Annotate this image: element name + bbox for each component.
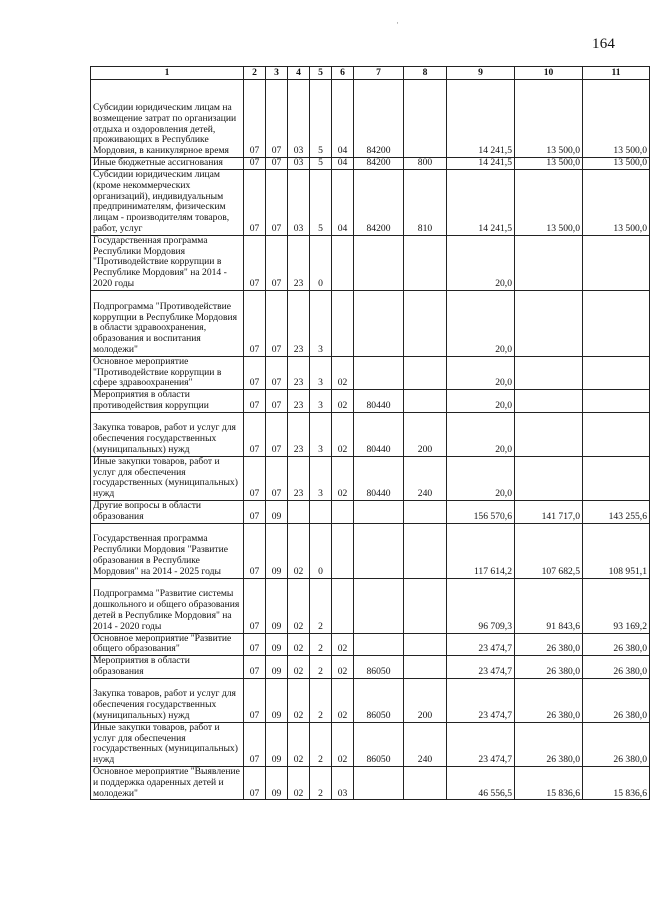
column-header-6: 6 <box>332 67 354 80</box>
column-header-10: 10 <box>515 67 583 80</box>
cell-col-10: 13 500,0 <box>515 80 583 158</box>
cell-col-9: 46 556,5 <box>447 766 515 799</box>
column-header-11: 11 <box>583 67 650 80</box>
cell-col-4: 02 <box>288 678 310 722</box>
cell-col-10 <box>515 356 583 389</box>
cell-col-3: 09 <box>266 678 288 722</box>
row-name-cell: Иные бюджетные ассигнования <box>91 158 244 170</box>
table-row <box>91 500 650 523</box>
cell-col-7: 84200 <box>354 169 404 235</box>
cell-col-9: 20,0 <box>447 412 515 456</box>
cell-col-6 <box>332 290 354 356</box>
cell-col-11: 26 380,0 <box>583 633 650 656</box>
cell-col-8 <box>404 578 447 633</box>
cell-col-3: 09 <box>266 722 288 766</box>
row-name-cell: Мероприятия в области противодействия коррупции <box>91 390 244 413</box>
cell-col-8 <box>404 766 447 799</box>
cell-col-10: 26 380,0 <box>515 656 583 679</box>
cell-col-2: 07 <box>244 722 266 766</box>
cell-col-2: 07 <box>244 633 266 656</box>
cell-col-11: 108 951,1 <box>583 523 650 578</box>
cell-col-11: 93 169,2 <box>583 578 650 633</box>
cell-col-8 <box>404 290 447 356</box>
row-name-cell: Подпрограмма "Противодействие коррупции в Республике Мордовия в области здравоохранения, образования и воспитания молодежи" <box>91 290 244 356</box>
row-name-cell: Субсидии юридическим лицам на возмещение затрат по организации отдыха и оздоровления детей, проживающих в Республике Мордовия, в каникулярное время <box>91 80 244 158</box>
row-name-cell: Подпрограмма "Развитие системы дошкольного и общего образования детей в Республике Мордовия" на 2014 - 2020 годы <box>91 578 244 633</box>
column-header-9: 9 <box>447 67 515 80</box>
cell-col-9: 20,0 <box>447 235 515 290</box>
cell-col-10: 13 500,0 <box>515 158 583 170</box>
cell-col-5: 0 <box>310 235 332 290</box>
cell-col-4: 23 <box>288 235 310 290</box>
cell-col-10 <box>515 235 583 290</box>
cell-col-11: 15 836,6 <box>583 766 650 799</box>
cell-col-6: 02 <box>332 390 354 413</box>
cell-col-3: 07 <box>266 290 288 356</box>
cell-col-10: 107 682,5 <box>515 523 583 578</box>
cell-col-3: 07 <box>266 390 288 413</box>
row-name-cell: Иные закупки товаров, работ и услуг для обеспечения государственных (муниципальных) нужд <box>91 722 244 766</box>
cell-col-9: 156 570,6 <box>447 500 515 523</box>
cell-col-3: 09 <box>266 500 288 523</box>
cell-col-4 <box>288 500 310 523</box>
cell-col-11 <box>583 235 650 290</box>
cell-col-5: 3 <box>310 356 332 389</box>
table-row <box>91 578 650 633</box>
cell-col-11: 26 380,0 <box>583 722 650 766</box>
cell-col-5 <box>310 500 332 523</box>
table-row <box>91 766 650 799</box>
cell-col-6 <box>332 578 354 633</box>
cell-col-10 <box>515 290 583 356</box>
cell-col-7 <box>354 356 404 389</box>
cell-col-6: 03 <box>332 766 354 799</box>
cell-col-5: 5 <box>310 80 332 158</box>
table-row <box>91 169 650 235</box>
cell-col-5: 3 <box>310 412 332 456</box>
cell-col-4: 02 <box>288 523 310 578</box>
cell-col-4: 02 <box>288 578 310 633</box>
column-header-5: 5 <box>310 67 332 80</box>
row-name-cell: Государственная программа Республики Мордовия "Противодействие коррупции в Республике Мордовия" на 2014 - 2020 годы <box>91 235 244 290</box>
row-name-cell: Мероприятия в области образования <box>91 656 244 679</box>
cell-col-4: 03 <box>288 80 310 158</box>
cell-col-5: 2 <box>310 633 332 656</box>
cell-col-9: 20,0 <box>447 356 515 389</box>
cell-col-8: 200 <box>404 678 447 722</box>
cell-col-6 <box>332 500 354 523</box>
cell-col-3: 09 <box>266 633 288 656</box>
cell-col-2: 07 <box>244 80 266 158</box>
cell-col-9: 20,0 <box>447 390 515 413</box>
cell-col-6 <box>332 523 354 578</box>
table-row <box>91 456 650 500</box>
cell-col-3: 09 <box>266 523 288 578</box>
cell-col-10: 13 500,0 <box>515 169 583 235</box>
table-row <box>91 80 650 158</box>
cell-col-8 <box>404 390 447 413</box>
cell-col-2: 07 <box>244 290 266 356</box>
cell-col-10: 26 380,0 <box>515 678 583 722</box>
header-row <box>91 67 650 80</box>
cell-col-6: 04 <box>332 169 354 235</box>
cell-col-9: 14 241,5 <box>447 80 515 158</box>
cell-col-5: 2 <box>310 678 332 722</box>
cell-col-6: 02 <box>332 356 354 389</box>
cell-col-4: 03 <box>288 158 310 170</box>
row-name-cell: Закупка товаров, работ и услуг для обеспечения государственных (муниципальных) нужд <box>91 678 244 722</box>
cell-col-2: 07 <box>244 169 266 235</box>
row-name-cell: Субсидии юридическим лицам (кроме некоммерческих организаций), индивидуальным предпринимателям, физическим лицам - производителям товаров, работ, услуг <box>91 169 244 235</box>
cell-col-3: 07 <box>266 235 288 290</box>
cell-col-4: 02 <box>288 766 310 799</box>
cell-col-7 <box>354 500 404 523</box>
column-header-8: 8 <box>404 67 447 80</box>
cell-col-8 <box>404 500 447 523</box>
cell-col-9: 117 614,2 <box>447 523 515 578</box>
cell-col-11: 26 380,0 <box>583 656 650 679</box>
cell-col-8 <box>404 80 447 158</box>
cell-col-5: 2 <box>310 578 332 633</box>
cell-col-10: 91 843,6 <box>515 578 583 633</box>
table-row <box>91 356 650 389</box>
cell-col-2: 07 <box>244 356 266 389</box>
table-row <box>91 678 650 722</box>
cell-col-9: 96 709,3 <box>447 578 515 633</box>
cell-col-7 <box>354 235 404 290</box>
cell-col-6: 04 <box>332 158 354 170</box>
column-header-1: 1 <box>91 67 244 80</box>
cell-col-11 <box>583 412 650 456</box>
cell-col-7: 80440 <box>354 456 404 500</box>
cell-col-6: 02 <box>332 722 354 766</box>
cell-col-9: 14 241,5 <box>447 169 515 235</box>
cell-col-7 <box>354 766 404 799</box>
cell-col-6: 02 <box>332 633 354 656</box>
cell-col-10 <box>515 412 583 456</box>
cell-col-6: 02 <box>332 678 354 722</box>
cell-col-5: 5 <box>310 158 332 170</box>
cell-col-5: 2 <box>310 766 332 799</box>
cell-col-5: 5 <box>310 169 332 235</box>
cell-col-2: 07 <box>244 412 266 456</box>
cell-col-6: 02 <box>332 412 354 456</box>
table-row <box>91 656 650 679</box>
cell-col-8: 810 <box>404 169 447 235</box>
cell-col-4: 23 <box>288 456 310 500</box>
cell-col-9: 23 474,7 <box>447 633 515 656</box>
cell-col-3: 07 <box>266 412 288 456</box>
cell-col-9: 23 474,7 <box>447 722 515 766</box>
cell-col-6: 02 <box>332 456 354 500</box>
cell-col-7: 86050 <box>354 656 404 679</box>
cell-col-8 <box>404 633 447 656</box>
cell-col-6: 04 <box>332 80 354 158</box>
cell-col-2: 07 <box>244 578 266 633</box>
cell-col-7: 80440 <box>354 412 404 456</box>
row-name-cell: Основное мероприятие "Выявление и поддержка одаренных детей и молодежи" <box>91 766 244 799</box>
cell-col-5: 0 <box>310 523 332 578</box>
cell-col-3: 09 <box>266 656 288 679</box>
cell-col-10: 15 836,6 <box>515 766 583 799</box>
cell-col-2: 07 <box>244 456 266 500</box>
table-row <box>91 290 650 356</box>
cell-col-6 <box>332 235 354 290</box>
cell-col-3: 07 <box>266 80 288 158</box>
cell-col-9: 20,0 <box>447 456 515 500</box>
cell-col-9: 23 474,7 <box>447 678 515 722</box>
cell-col-7: 80440 <box>354 390 404 413</box>
table-row <box>91 523 650 578</box>
row-name-cell: Основное мероприятие "Противодействие коррупции в сфере здравоохранения" <box>91 356 244 389</box>
cell-col-3: 07 <box>266 169 288 235</box>
cell-col-4: 02 <box>288 656 310 679</box>
cell-col-2: 07 <box>244 235 266 290</box>
cell-col-4: 23 <box>288 290 310 356</box>
cell-col-4: 02 <box>288 633 310 656</box>
cell-col-11: 13 500,0 <box>583 80 650 158</box>
cell-col-8: 240 <box>404 722 447 766</box>
cell-col-10: 26 380,0 <box>515 722 583 766</box>
scan-speck: · <box>396 18 399 28</box>
cell-col-5: 3 <box>310 290 332 356</box>
cell-col-5: 3 <box>310 456 332 500</box>
cell-col-11 <box>583 356 650 389</box>
cell-col-2: 07 <box>244 523 266 578</box>
table-row <box>91 390 650 413</box>
cell-col-7: 84200 <box>354 158 404 170</box>
cell-col-11: 26 380,0 <box>583 678 650 722</box>
cell-col-8: 200 <box>404 412 447 456</box>
cell-col-4: 23 <box>288 356 310 389</box>
cell-col-5: 2 <box>310 722 332 766</box>
row-name-cell: Закупка товаров, работ и услуг для обеспечения государственных (муниципальных) нужд <box>91 412 244 456</box>
table-row <box>91 158 650 170</box>
cell-col-7: 86050 <box>354 722 404 766</box>
cell-col-3: 07 <box>266 356 288 389</box>
cell-col-7: 86050 <box>354 678 404 722</box>
cell-col-4: 23 <box>288 412 310 456</box>
cell-col-2: 07 <box>244 656 266 679</box>
cell-col-7 <box>354 290 404 356</box>
cell-col-8: 800 <box>404 158 447 170</box>
cell-col-7 <box>354 523 404 578</box>
cell-col-11 <box>583 290 650 356</box>
cell-col-3: 07 <box>266 456 288 500</box>
table-row <box>91 412 650 456</box>
cell-col-8 <box>404 523 447 578</box>
table-row <box>91 235 650 290</box>
cell-col-4: 03 <box>288 169 310 235</box>
cell-col-9: 23 474,7 <box>447 656 515 679</box>
cell-col-10: 26 380,0 <box>515 633 583 656</box>
cell-col-7 <box>354 578 404 633</box>
column-header-7: 7 <box>354 67 404 80</box>
cell-col-11 <box>583 390 650 413</box>
cell-col-2: 07 <box>244 158 266 170</box>
cell-col-11: 13 500,0 <box>583 169 650 235</box>
cell-col-11 <box>583 456 650 500</box>
cell-col-3: 07 <box>266 158 288 170</box>
column-header-4: 4 <box>288 67 310 80</box>
table-row <box>91 633 650 656</box>
budget-table <box>90 66 650 800</box>
row-name-cell: Другие вопросы в области образования <box>91 500 244 523</box>
cell-col-7 <box>354 633 404 656</box>
row-name-cell: Иные закупки товаров, работ и услуг для обеспечения государственных (муниципальных) нужд <box>91 456 244 500</box>
column-header-3: 3 <box>266 67 288 80</box>
cell-col-6: 02 <box>332 656 354 679</box>
cell-col-8 <box>404 235 447 290</box>
page-number: 164 <box>592 36 616 52</box>
cell-col-4: 23 <box>288 390 310 413</box>
cell-col-9: 20,0 <box>447 290 515 356</box>
cell-col-2: 07 <box>244 390 266 413</box>
cell-col-2: 07 <box>244 678 266 722</box>
row-name-cell: Основное мероприятие "Развитие общего образования" <box>91 633 244 656</box>
cell-col-10 <box>515 390 583 413</box>
cell-col-10 <box>515 456 583 500</box>
cell-col-7: 84200 <box>354 80 404 158</box>
table-row <box>91 722 650 766</box>
cell-col-3: 09 <box>266 766 288 799</box>
column-header-2: 2 <box>244 67 266 80</box>
cell-col-5: 2 <box>310 656 332 679</box>
cell-col-2: 07 <box>244 766 266 799</box>
cell-col-8 <box>404 656 447 679</box>
cell-col-11: 143 255,6 <box>583 500 650 523</box>
cell-col-4: 02 <box>288 722 310 766</box>
cell-col-9: 14 241,5 <box>447 158 515 170</box>
cell-col-10: 141 717,0 <box>515 500 583 523</box>
cell-col-8 <box>404 356 447 389</box>
cell-col-11: 13 500,0 <box>583 158 650 170</box>
cell-col-8: 240 <box>404 456 447 500</box>
row-name-cell: Государственная программа Республики Мордовия "Развитие образования в Республике Мордовия" на 2014 - 2025 годы <box>91 523 244 578</box>
table-body <box>91 80 650 800</box>
cell-col-5: 3 <box>310 390 332 413</box>
cell-col-2: 07 <box>244 500 266 523</box>
cell-col-3: 09 <box>266 578 288 633</box>
